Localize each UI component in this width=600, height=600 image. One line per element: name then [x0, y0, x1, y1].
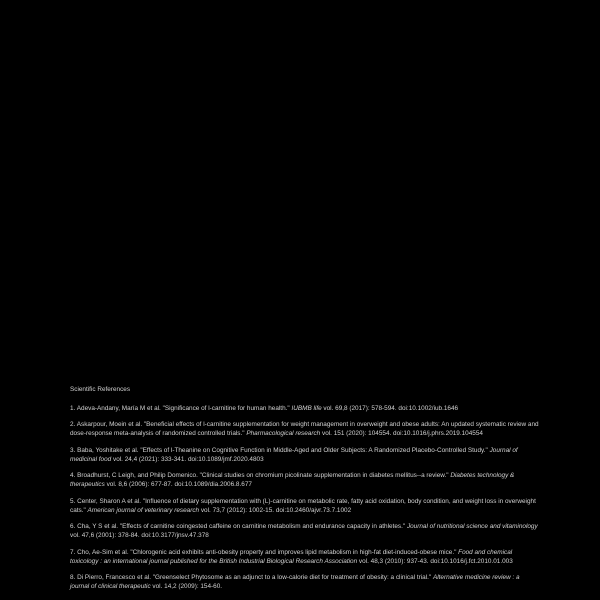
reference-journal: American journal of veterinary research	[87, 506, 200, 514]
reference-details: vol. 24,4 (2021): 333-341. doi:10.1089/jmf.2020.4803	[111, 455, 264, 463]
reference-item	[70, 498, 540, 515]
reference-journal: Journal of medicinal food	[70, 446, 518, 463]
reference-item	[70, 447, 540, 464]
reference-citation: 6. Cha, Y S et al. "Effects of carnitine coingested caffeine on carnitine metabolism and endurance capacity in athletes."	[70, 523, 407, 531]
reference-details: vol. 48,3 (2010): 937-43. doi:10.1016/j.fct.2010.01.003	[357, 557, 513, 565]
reference-item	[70, 574, 540, 591]
references-section	[70, 386, 540, 600]
reference-citation: 1. Adeva-Andany, María M et al. "Significance of l-carnitine for human health."	[70, 404, 292, 412]
reference-details: vol. 47,6 (2001): 378-84. doi:10.3177/jnsv.47.378	[70, 532, 209, 540]
reference-details: vol. 69,8 (2017): 578-594. doi:10.1002/iub.1646	[321, 404, 459, 412]
reference-citation: 7. Cho, Ae-Sim et al. "Chlorogenic acid exhibits anti-obesity property and improves lipid metabolism in high-fat diet-induced-obese mice."	[70, 548, 459, 556]
reference-citation: 3. Baba, Yoshitake et al. "Effects of l-Theanine on Cognitive Function in Middle-Aged and Older Subjects: A Randomized Placebo-Controlled Study."	[70, 446, 490, 454]
reference-item	[70, 405, 540, 414]
reference-journal: Food and chemical toxicology : an international journal published for the British Industrial Biological Research Association	[70, 548, 513, 565]
reference-item	[70, 549, 540, 566]
reference-citation: 4. Broadhurst, C Leigh, and Philip Domenico. "Clinical studies on chromium picolinate supplementation in diabetes mellitus--a review."	[70, 472, 451, 480]
reference-details: vol. 73,7 (2012): 1002-15. doi:10.2460/ajvr.73.7.1002	[199, 506, 352, 514]
reference-details: vol. 151 (2020): 104554. doi:10.1016/j.phrs.2019.104554	[320, 430, 483, 438]
reference-citation: 5. Center, Sharon A et al. "Influence of dietary supplementation with (L)-carnitine on metabolic rate, fatty acid oxidation, body condition, and weight loss in overweight cats."	[70, 497, 536, 514]
reference-journal: Pharmacological research	[246, 430, 321, 438]
reference-item	[70, 472, 540, 489]
reference-details: vol. 8,6 (2006): 677-87. doi:10.1089/dia.2006.8.677	[104, 481, 252, 489]
reference-journal: Journal of nutritional science and vitaminology	[406, 523, 538, 531]
reference-journal: Alternative medicine review : a journal of clinical therapeutic	[70, 574, 520, 590]
reference-item	[70, 523, 540, 540]
reference-journal: IUBMB life	[291, 404, 322, 412]
reference-list	[70, 405, 540, 592]
reference-journal: Diabetes technology & therapeutics	[70, 472, 515, 489]
reference-details: vol. 14,2 (2009): 154-60.	[150, 582, 223, 590]
reference-citation: 8. Di Pierro, Francesco et al. "Greenselect Phytosome as an adjunct to a low-calorie diet for treatment of obesity: a clinical trial."	[70, 574, 433, 582]
reference-citation: 2. Askarpour, Moein et al. "Beneficial effects of l-carnitine supplementation for weight management in overweight and obese adults: An updated systematic review and dose-response meta-analysis of randomized controlled trials."	[70, 421, 539, 438]
section-title: Scientific References	[70, 386, 131, 393]
reference-item	[70, 421, 540, 438]
